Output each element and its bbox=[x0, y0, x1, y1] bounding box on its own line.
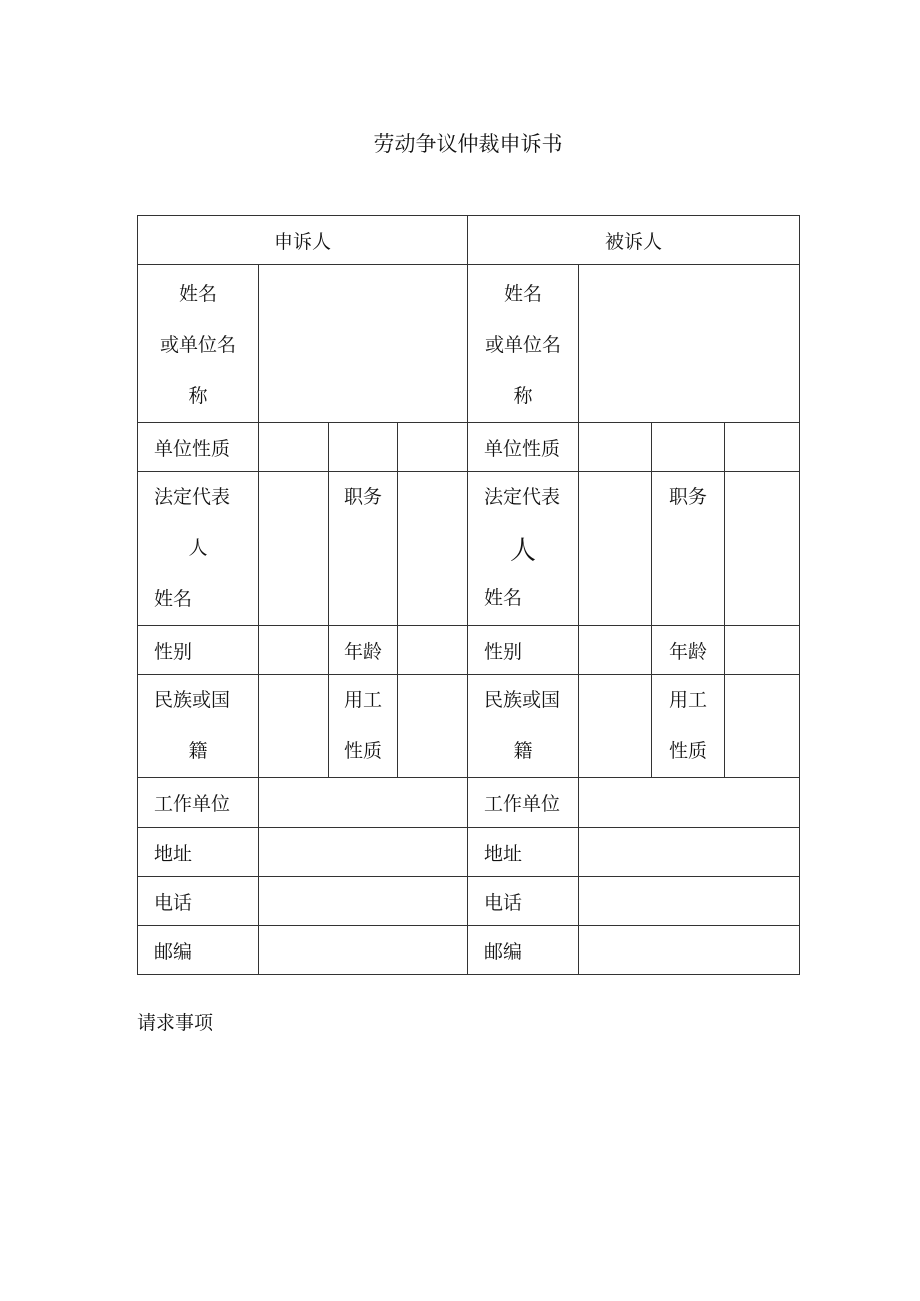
respondent-unit-nature-extra-2[interactable] bbox=[725, 423, 800, 472]
respondent-unit-nature-field[interactable] bbox=[579, 423, 652, 472]
applicant-unit-nature-label: 单位性质 bbox=[138, 423, 259, 472]
applicant-unit-nature-extra-1[interactable] bbox=[329, 423, 398, 472]
applicant-address-label: 地址 bbox=[138, 828, 259, 877]
postcode-row bbox=[138, 926, 800, 975]
respondent-postcode-field[interactable] bbox=[579, 926, 800, 975]
applicant-gender-label: 性别 bbox=[138, 626, 259, 675]
claims-heading: 请求事项 bbox=[137, 1012, 214, 1034]
respondent-ethnicity-label: 民族或国 籍 bbox=[468, 675, 579, 778]
respondent-legal-rep-label: 法定代表 人 姓名 bbox=[468, 472, 579, 626]
applicant-legal-rep-field[interactable] bbox=[259, 472, 329, 626]
applicant-workplace-field[interactable] bbox=[259, 778, 468, 828]
unit-nature-row bbox=[138, 423, 800, 472]
respondent-workplace-label: 工作单位 bbox=[468, 778, 579, 828]
applicant-phone-label: 电话 bbox=[138, 877, 259, 926]
header-row bbox=[138, 216, 800, 265]
document-title: 劳动争议仲裁申诉书 bbox=[373, 132, 563, 156]
applicant-name-field[interactable] bbox=[259, 265, 468, 423]
respondent-header: 被诉人 bbox=[468, 216, 800, 265]
legal-rep-row bbox=[138, 472, 800, 626]
applicant-postcode-field[interactable] bbox=[259, 926, 468, 975]
applicant-age-field[interactable] bbox=[398, 626, 468, 675]
applicant-employment-label: 用工 性质 bbox=[329, 675, 398, 778]
applicant-unit-nature-field[interactable] bbox=[259, 423, 329, 472]
applicant-workplace-label: 工作单位 bbox=[138, 778, 259, 828]
respondent-gender-label: 性别 bbox=[468, 626, 579, 675]
address-row bbox=[138, 828, 800, 877]
respondent-unit-nature-label: 单位性质 bbox=[468, 423, 579, 472]
applicant-ethnicity-field[interactable] bbox=[259, 675, 329, 778]
respondent-name-field[interactable] bbox=[579, 265, 800, 423]
applicant-address-field[interactable] bbox=[259, 828, 468, 877]
applicant-postcode-label: 邮编 bbox=[138, 926, 259, 975]
applicant-gender-field[interactable] bbox=[259, 626, 329, 675]
applicant-ethnicity-label: 民族或国 籍 bbox=[138, 675, 259, 778]
applicant-employment-field[interactable] bbox=[398, 675, 468, 778]
applicant-age-label: 年龄 bbox=[329, 626, 398, 675]
respondent-ethnicity-field[interactable] bbox=[579, 675, 652, 778]
respondent-legal-rep-field[interactable] bbox=[579, 472, 652, 626]
respondent-unit-nature-extra-1[interactable] bbox=[652, 423, 725, 472]
respondent-position-field[interactable] bbox=[725, 472, 800, 626]
respondent-address-label: 地址 bbox=[468, 828, 579, 877]
workplace-row bbox=[138, 778, 800, 828]
applicant-header: 申诉人 bbox=[138, 216, 468, 265]
ethnicity-row bbox=[138, 675, 800, 778]
gender-age-row bbox=[138, 626, 800, 675]
respondent-address-field[interactable] bbox=[579, 828, 800, 877]
respondent-age-field[interactable] bbox=[725, 626, 800, 675]
respondent-postcode-label: 邮编 bbox=[468, 926, 579, 975]
respondent-gender-field[interactable] bbox=[579, 626, 652, 675]
respondent-employment-field[interactable] bbox=[725, 675, 800, 778]
applicant-position-field[interactable] bbox=[398, 472, 468, 626]
applicant-name-label: 姓名 或单位名 称 bbox=[138, 265, 259, 423]
respondent-phone-label: 电话 bbox=[468, 877, 579, 926]
name-row bbox=[138, 265, 800, 423]
respondent-age-label: 年龄 bbox=[652, 626, 725, 675]
respondent-employment-label: 用工 性质 bbox=[652, 675, 725, 778]
arbitration-form-table bbox=[137, 215, 800, 975]
respondent-position-label: 职务 bbox=[652, 472, 725, 626]
respondent-name-label: 姓名 或单位名 称 bbox=[468, 265, 579, 423]
applicant-position-label: 职务 bbox=[329, 472, 398, 626]
applicant-legal-rep-label: 法定代表 人 姓名 bbox=[138, 472, 259, 626]
phone-row bbox=[138, 877, 800, 926]
respondent-phone-field[interactable] bbox=[579, 877, 800, 926]
respondent-workplace-field[interactable] bbox=[579, 778, 800, 828]
applicant-unit-nature-extra-2[interactable] bbox=[398, 423, 468, 472]
applicant-phone-field[interactable] bbox=[259, 877, 468, 926]
